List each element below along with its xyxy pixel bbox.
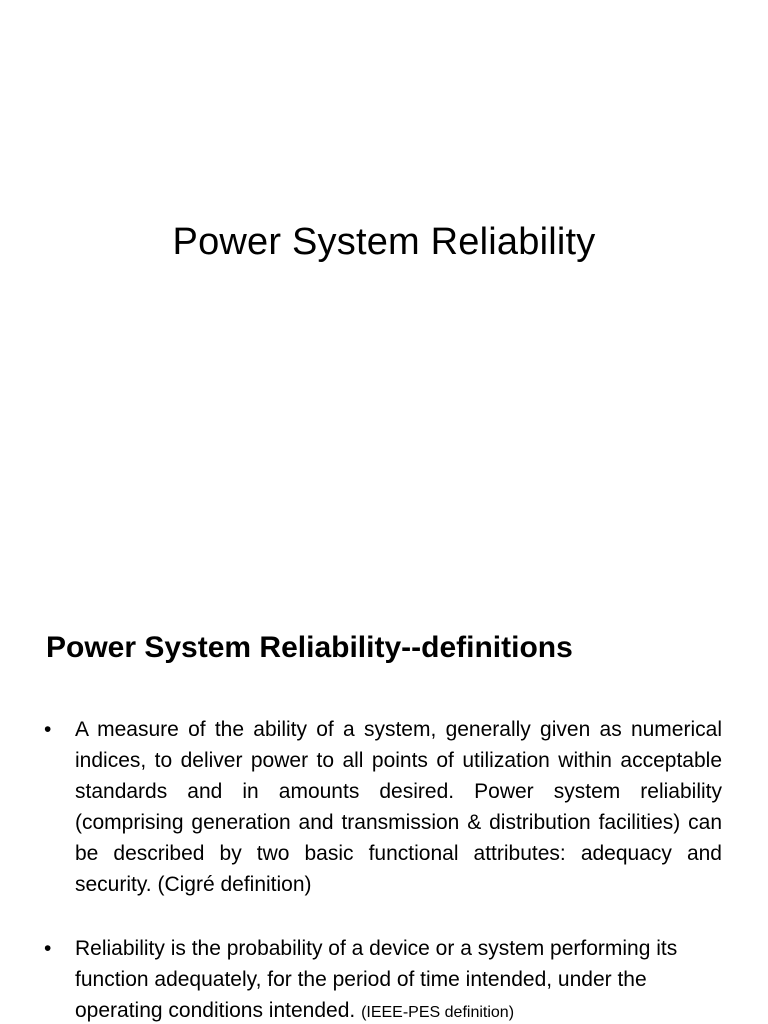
definitions-list [44, 714, 722, 1024]
bullet-icon: • [44, 937, 52, 960]
source-note: (IEEE-PES definition) [361, 1004, 515, 1021]
section-heading: Power System Reliability--definitions [46, 631, 573, 664]
bullet-icon: • [44, 718, 52, 741]
slide-title: Power System Reliability [172, 221, 596, 263]
definition-text: A measure of the ability of a system, generally given as numerical indices, to deliver power to all points of utilization within acceptable standards and in amounts desired. Power system reliability (comprising generation and transmission & distribution facilities) can be described by two basic functional attributes: adequacy and security. (Cigré definition) [75, 718, 722, 896]
list-item [44, 714, 722, 900]
definition-text: Reliability is the probability of a device or a system performing its function adequately, for the period of time intended, under the operating conditions intended. [75, 937, 678, 1022]
list-item [44, 933, 722, 1024]
